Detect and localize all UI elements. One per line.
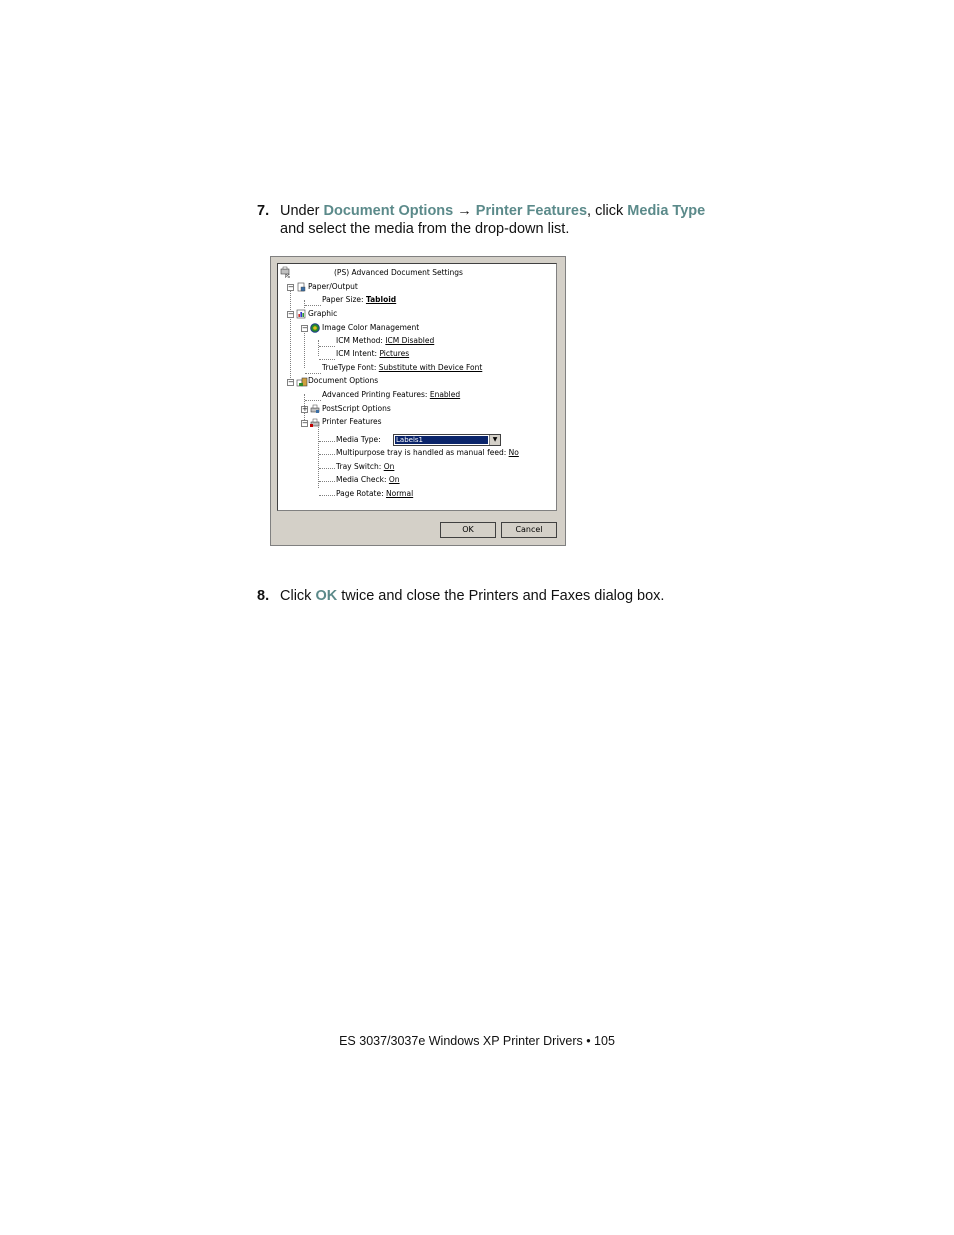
tree-item-media-check[interactable]: [336, 474, 400, 486]
dropdown-arrow-icon[interactable]: ▼: [489, 435, 500, 445]
tree-item-tray-switch[interactable]: [336, 461, 394, 473]
page-rotate-value[interactable]: Normal: [386, 489, 414, 498]
tree-item-multipurpose-tray[interactable]: [336, 447, 519, 459]
tree-item-paper-output[interactable]: Paper/Output: [308, 282, 358, 291]
tree-item-page-rotate[interactable]: [336, 488, 413, 500]
truetype-value[interactable]: Substitute with Device Font: [378, 363, 483, 372]
tree-item-advanced-printing[interactable]: [322, 389, 460, 401]
text-rest: twice and close the Printers and Faxes dialog box.: [337, 588, 665, 604]
media-type-select[interactable]: [393, 434, 501, 446]
text-rest: and select the media from the drop-down list.: [280, 221, 570, 237]
paper-output-icon: [296, 282, 306, 292]
arrow-symbol: →: [453, 203, 476, 219]
multipurpose-value[interactable]: No: [508, 448, 519, 457]
page-rotate-label: Page Rotate:: [336, 489, 387, 498]
tree-item-postscript-options[interactable]: PostScript Options: [322, 404, 391, 413]
postscript-options-icon: [310, 404, 320, 414]
paper-size-value[interactable]: Tabloid: [365, 295, 397, 304]
paper-size-label: Paper Size:: [322, 295, 366, 304]
adv-print-label: Advanced Printing Features:: [322, 390, 430, 399]
tray-switch-label: Tray Switch:: [336, 462, 384, 471]
text-under: Under: [280, 203, 324, 219]
adv-print-value[interactable]: Enabled: [429, 390, 461, 399]
tray-switch-value[interactable]: On: [383, 462, 395, 471]
media-type-label: Media Type:: [336, 435, 381, 444]
printer-settings-icon: [280, 266, 292, 278]
step-number: 8.: [257, 588, 270, 604]
hl-document-options: Document Options: [323, 203, 454, 219]
tree-item-truetype-font[interactable]: [322, 362, 482, 374]
color-management-icon: [310, 323, 320, 333]
tree-root-title: (PS) Advanced Document Settings: [334, 268, 463, 277]
step-8-text: [280, 587, 717, 605]
step-number: 7.: [257, 203, 270, 219]
graphic-icon: [296, 309, 306, 319]
collapse-icon[interactable]: −: [288, 310, 294, 318]
multipurpose-label: Multipurpose tray is handled as manual feed:: [336, 448, 509, 457]
collapse-icon[interactable]: −: [302, 419, 308, 427]
media-check-label: Media Check:: [336, 475, 389, 484]
printer-features-icon: [310, 418, 320, 428]
ok-button[interactable]: OK: [440, 522, 496, 538]
tree-item-printer-features[interactable]: Printer Features: [322, 417, 382, 426]
icm-intent-value[interactable]: Pictures: [379, 349, 410, 358]
step-8: [257, 587, 717, 605]
truetype-label: TrueType Font:: [322, 363, 379, 372]
expand-icon[interactable]: +: [302, 405, 308, 413]
document-options-icon: [296, 377, 308, 387]
settings-tree: [277, 263, 557, 511]
collapse-icon[interactable]: −: [302, 324, 308, 332]
hl-media-type: Media Type: [627, 203, 706, 219]
collapse-icon[interactable]: −: [288, 378, 294, 386]
text-click: Click: [280, 588, 316, 604]
tree-item-graphic[interactable]: Graphic: [308, 309, 338, 318]
cancel-button[interactable]: Cancel: [501, 522, 557, 538]
icm-intent-label: ICM Intent:: [336, 349, 380, 358]
icm-method-label: ICM Method:: [336, 336, 386, 345]
icm-method-value[interactable]: ICM Disabled: [385, 336, 435, 345]
tree-item-icm-method[interactable]: [336, 335, 434, 347]
page-footer: ES 3037/3037e Windows XP Printer Drivers • 105: [339, 1034, 615, 1048]
text-click: , click: [587, 203, 628, 219]
tree-item-icm-intent[interactable]: [336, 348, 409, 360]
media-check-value[interactable]: On: [388, 475, 400, 484]
tree-item-image-color-management[interactable]: Image Color Management: [322, 323, 420, 332]
media-type-selected: Labels1: [395, 436, 488, 444]
collapse-icon[interactable]: −: [288, 283, 294, 291]
svg-text:PS: PS: [285, 274, 290, 278]
tree-item-paper-size[interactable]: [322, 294, 396, 306]
advanced-document-settings-dialog: [270, 256, 566, 546]
hl-printer-features: Printer Features: [475, 203, 588, 219]
step-7: [257, 202, 717, 238]
hl-ok: OK: [315, 588, 338, 604]
step-7-text: [280, 202, 717, 238]
tree-item-document-options[interactable]: Document Options: [308, 376, 379, 385]
